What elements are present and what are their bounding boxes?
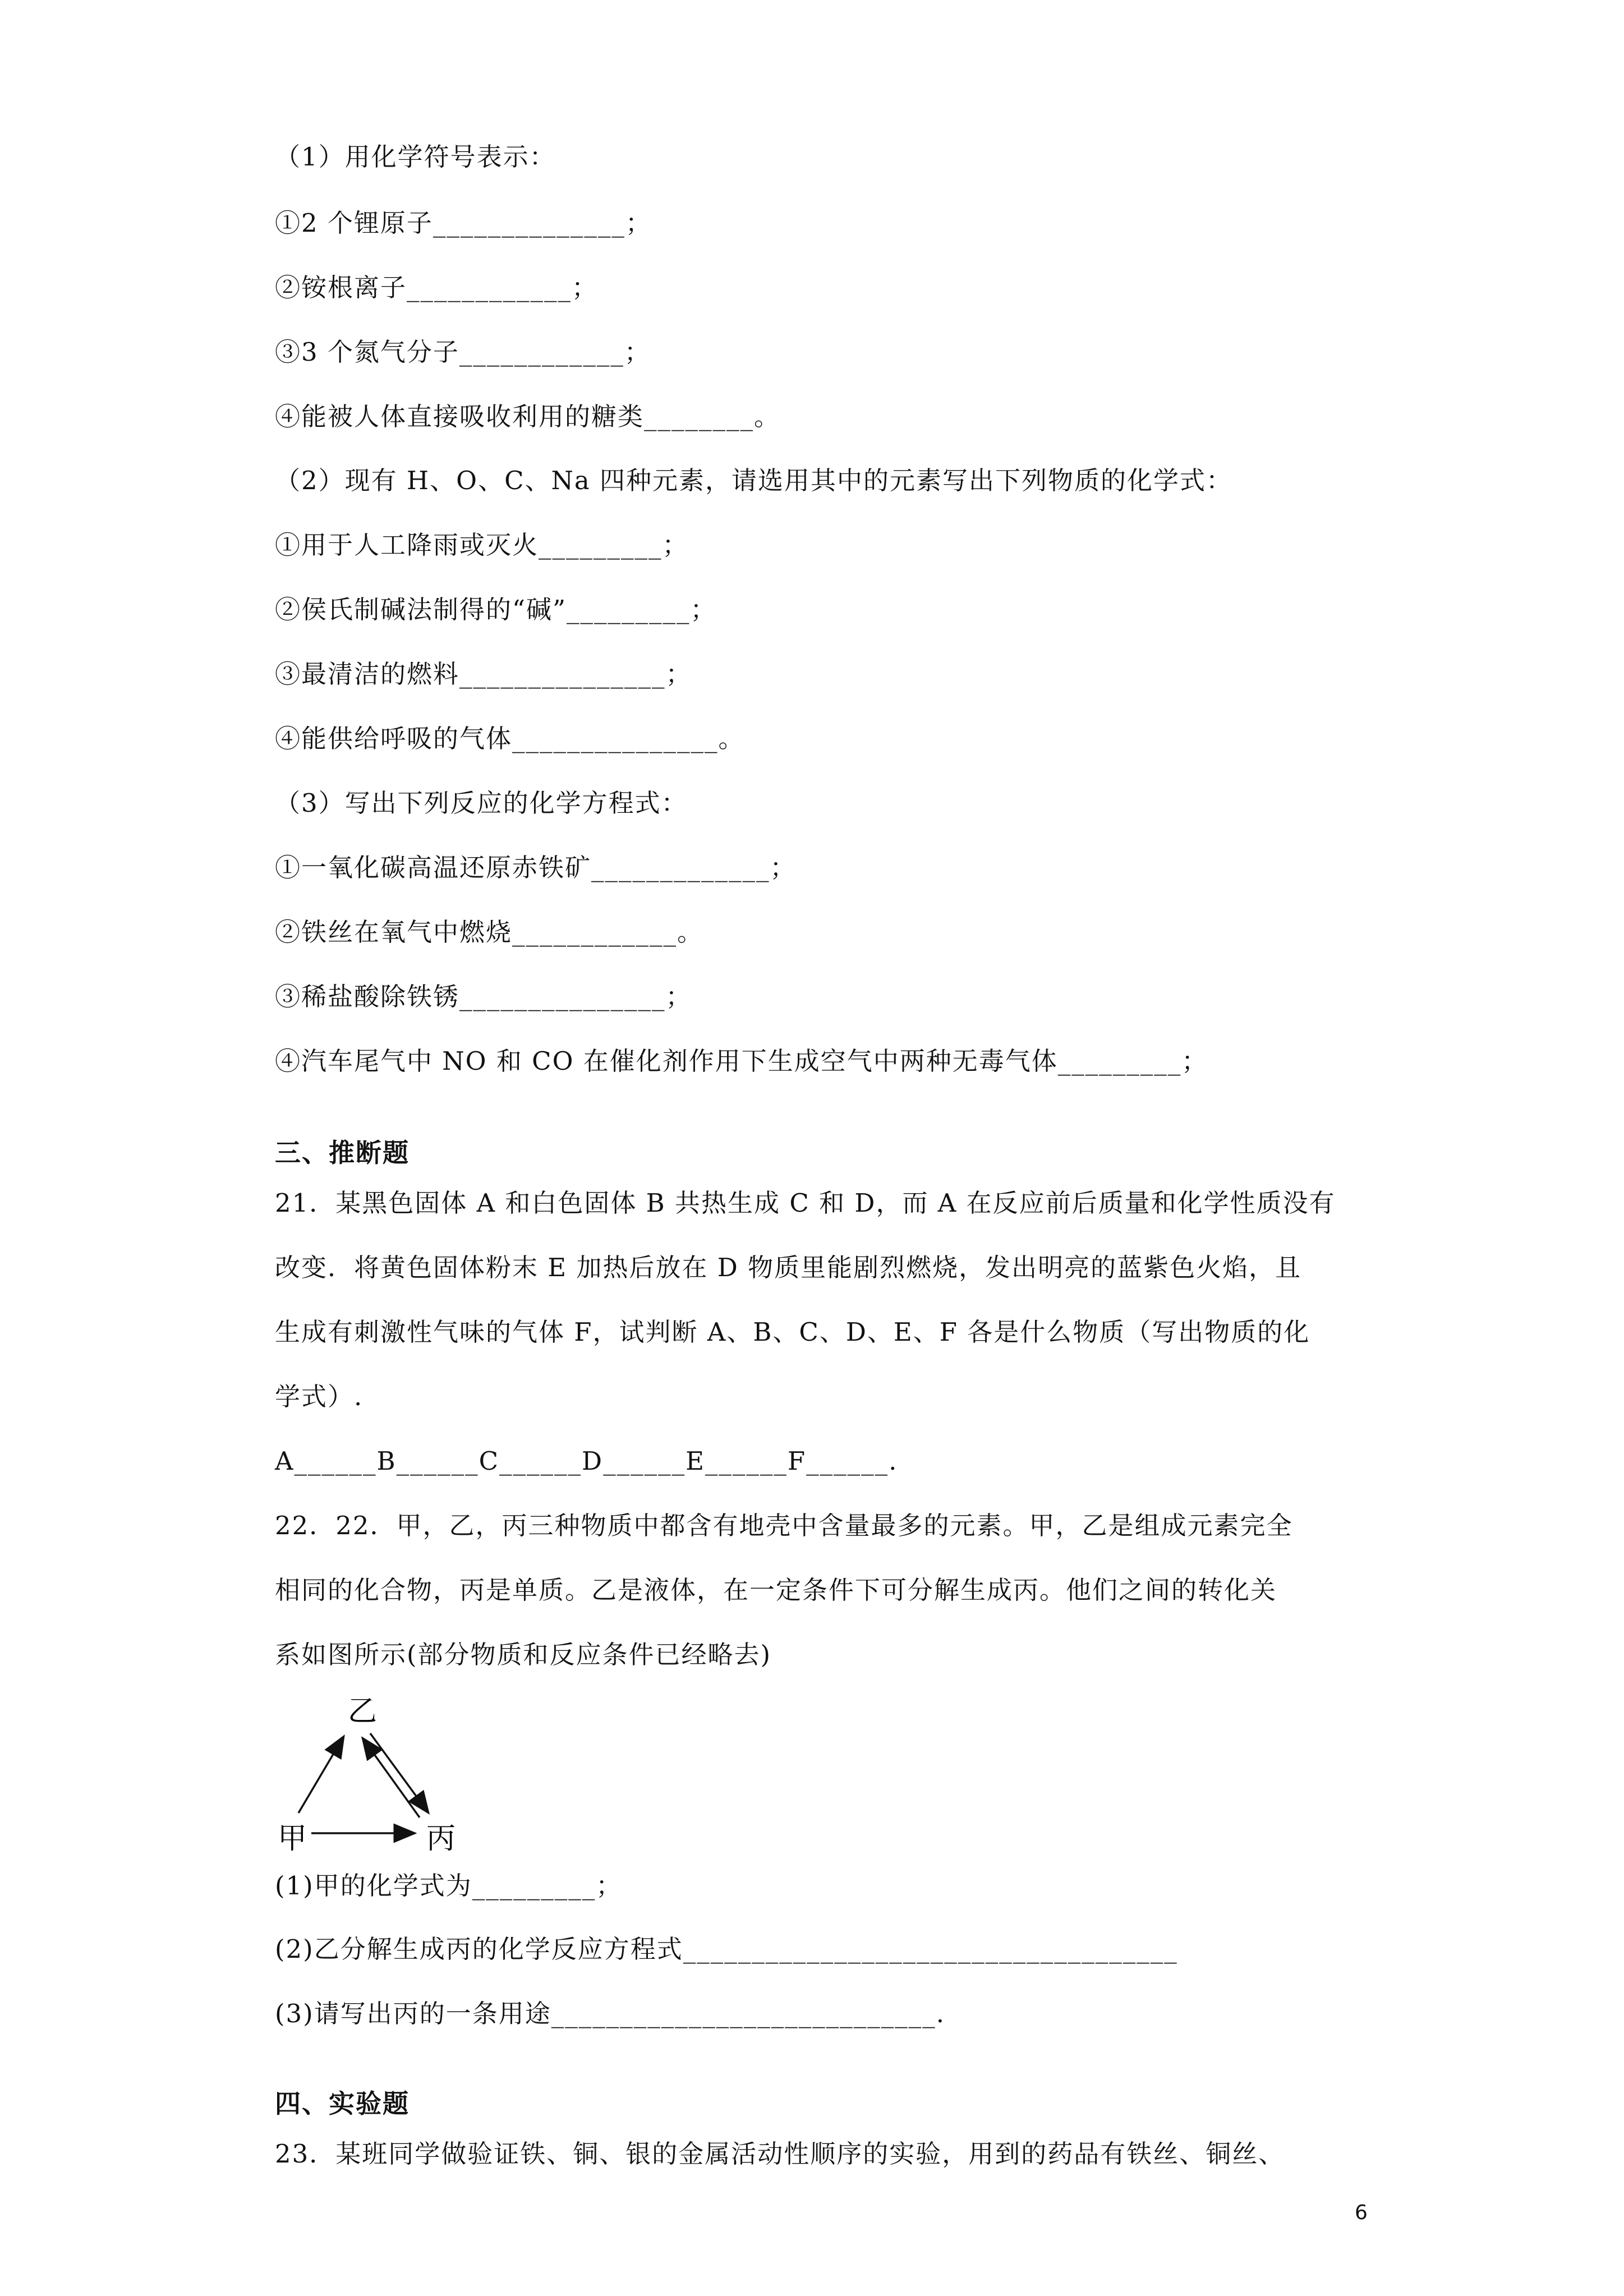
question-22-line: 系如图所示(部分物质和反应条件已经略去) [275, 1640, 772, 1669]
question-21-answer: A______B______C______D______E______F______. [275, 1446, 898, 1476]
question-item: ③最清洁的燃料_______________； [275, 659, 692, 689]
node-bing: 丙 [426, 1822, 456, 1856]
question-22-sub: (2)乙分解生成丙的化学反应方程式____________________________________ [275, 1934, 1178, 1964]
question-item: ②铁丝在氧气中燃烧____________。 [275, 917, 704, 947]
question-21-line: 生成有刺激性气味的气体 F，试判断 A、B、C、D、E、F 各是什么物质（写出物质的化 [275, 1317, 1310, 1347]
question-22-line: 22．22．甲，乙，丙三种物质中都含有地壳中含量最多的元素。甲，乙是组成元素完全 [275, 1511, 1293, 1540]
question-item: ③3 个氮气分子____________； [275, 337, 651, 367]
node-yi: 乙 [348, 1695, 378, 1728]
question-item: ②铵根离子____________； [275, 273, 599, 302]
question-item: ④能供给呼吸的气体_______________。 [275, 724, 745, 753]
question-heading-3: （3）写出下列反应的化学方程式： [275, 788, 688, 818]
page-number: 6 [1355, 2201, 1368, 2224]
question-21-line: 学式）. [275, 1382, 364, 1411]
question-22-sub: (3)请写出丙的一条用途____________________________. [275, 1999, 946, 2028]
question-22-line: 相同的化合物，丙是单质。乙是液体，在一定条件下可分解生成丙。他们之间的转化关 [275, 1575, 1277, 1605]
question-21-line: 改变．将黄色固体粉末 E 加热后放在 D 物质里能剧烈燃烧，发出明亮的蓝紫色火焰，且 [275, 1253, 1302, 1282]
question-item: ①用于人工降雨或灭火_________； [275, 530, 689, 560]
node-jia: 甲 [278, 1822, 307, 1856]
question-item: ④汽车尾气中 NO 和 CO 在催化剂作用下生成空气中两种无毒气体_________； [275, 1046, 1208, 1076]
question-heading-1: （1）用化学符号表示： [275, 142, 556, 172]
arrow-jia-to-yi [298, 1736, 344, 1813]
section-heading: 三、推断题 [275, 1138, 410, 1168]
question-22-sub: (1)甲的化学式为_________； [275, 1871, 623, 1901]
question-item: ①2 个锂原子______________； [275, 208, 652, 238]
question-heading-2: （2）现有 H、O、C、Na 四种元素，请选用其中的元素写出下列物质的化学式： [275, 466, 1233, 495]
arrow-yi-to-bing [370, 1733, 429, 1813]
question-21-line: 21．某黑色固体 A 和白色固体 B 共热生成 C 和 D，而 A 在反应前后质量和化学性质没有 [275, 1188, 1336, 1218]
question-item: ③稀盐酸除铁锈_______________； [275, 982, 692, 1011]
question-item: ④能被人体直接吸收利用的糖类________。 [275, 402, 781, 431]
question-23-line: 23．某班同学做验证铁、铜、银的金属活动性顺序的实验，用到的药品有铁丝、铜丝、 [275, 2139, 1285, 2169]
arrow-bing-to-yi [362, 1738, 420, 1818]
question-item: ①一氧化碳高温还原赤铁矿_____________； [275, 853, 797, 882]
question-item: ②侯氏制碱法制得的“碱”_________； [275, 595, 717, 624]
conversion-diagram [264, 1688, 488, 1857]
section-heading: 四、实验题 [275, 2088, 410, 2119]
